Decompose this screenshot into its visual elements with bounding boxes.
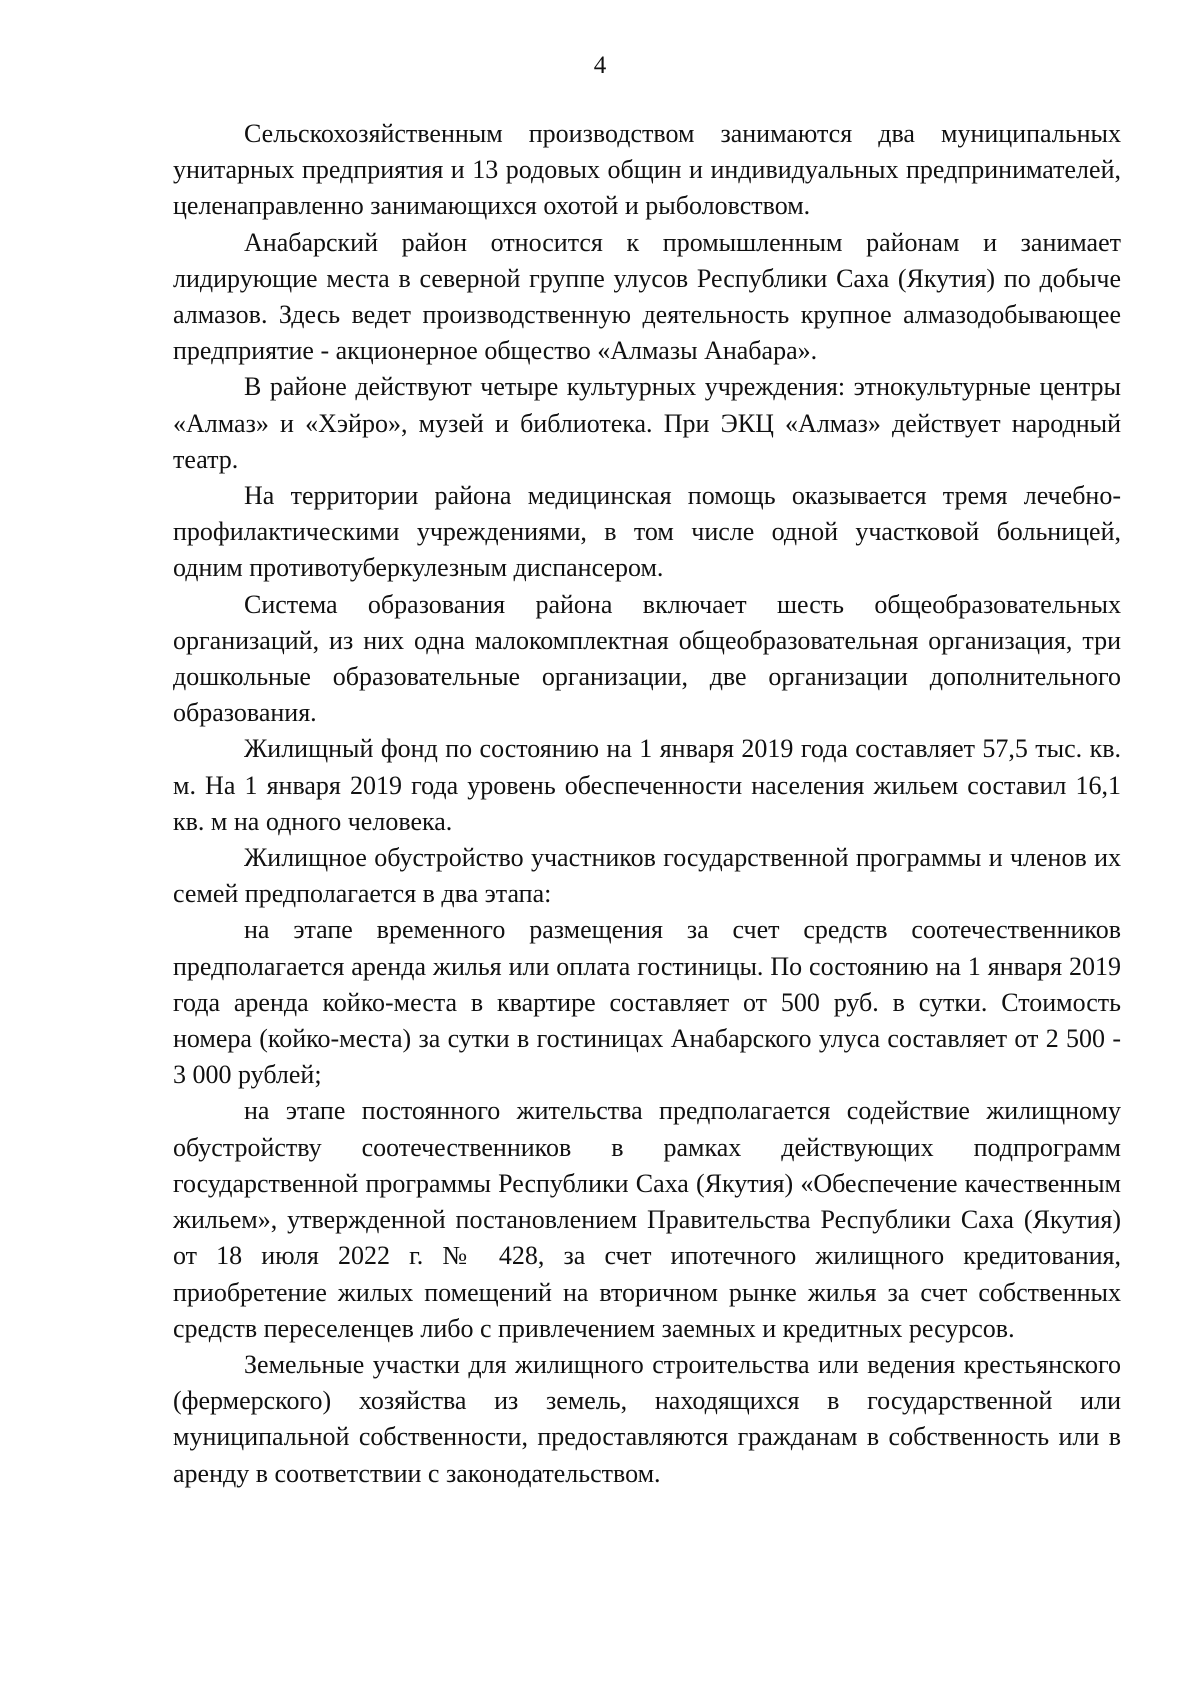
paragraph-land-plots: Земельные участки для жилищного строительства или ведения крестьянского (фермерского) хозяйства из земель, находящихся в государственной или муниципальной собственности, предоставляются гражданам в собственность или в аренду в соответствии с законодательством. — [173, 1349, 1121, 1488]
paragraph-housing-stock: Жилищный фонд по состоянию на 1 января 2019 года составляет 57,5 тыс. кв. м. На 1 января 2019 года уровень обеспеченности населения жильем составил 16,1 кв. м на одного человека. — [173, 734, 1121, 836]
document-body — [173, 116, 1121, 1492]
paragraph-temporary-stage: на этапе временного размещения за счет средств соотечественников предполагается аренда жилья или оплата гостиницы. По состоянию на 1 января 2019 года аренда койко-места в квартире составляет от 500 руб. в сутки. Стоимость номера (койко-места) за сутки в гостиницах Анабарского улуса составляет от 2 500 - 3 000 рублей; — [173, 915, 1121, 1090]
page-number: 4 — [593, 52, 607, 79]
paragraph-permanent-stage: на этапе постоянного жительства предполагается содействие жилищному обустройству соотечественников в рамках действующих подпрограмм государственной программы Республики Саха (Якутия) «Обеспечение качественным жильем», утвержденной постановлением Правительства Республики Саха (Якутия) от 18 июля 2022 г. № 428, за счет ипотечного жилищного кредитования, приобретение жилых помещений на вторичном рынке жилья за счет собственных средств переселенцев либо с привлечением заемных и кредитных ресурсов. — [173, 1096, 1121, 1343]
paragraph-education: Система образования района включает шесть общеобразовательных организаций, из них одна малокомплектная общеобразовательная организация, три дошкольные образовательные организации, две организации дополнительного образования. — [173, 589, 1121, 728]
paragraph-industry: Анабарский район относится к промышленным районам и занимает лидирующие места в северной группе улусов Республики Саха (Якутия) по добыче алмазов. Здесь ведет производственную деятельность крупное алмазодобывающее предприятие - акционерное общество «Алмазы Анабара». — [173, 227, 1121, 366]
paragraph-agriculture: Сельскохозяйственным производством занимаются два муниципальных унитарных предприятия и 13 родовых общин и индивидуальных предпринимателей, целенаправленно занимающихся охотой и рыболовством. — [173, 119, 1121, 221]
paragraph-culture: В районе действуют четыре культурных учреждения: этнокультурные центры «Алмаз» и «Хэйро», музей и библиотека. При ЭКЦ «Алмаз» действует народный театр. — [173, 372, 1121, 474]
paragraph-housing-stages: Жилищное обустройство участников государственной программы и членов их семей предполагается в два этапа: — [173, 843, 1121, 909]
paragraph-medicine: На территории района медицинская помощь оказывается тремя лечебно-профилактическими учреждениями, в том числе одной участковой больницей, одним противотуберкулезным диспансером. — [173, 481, 1121, 583]
